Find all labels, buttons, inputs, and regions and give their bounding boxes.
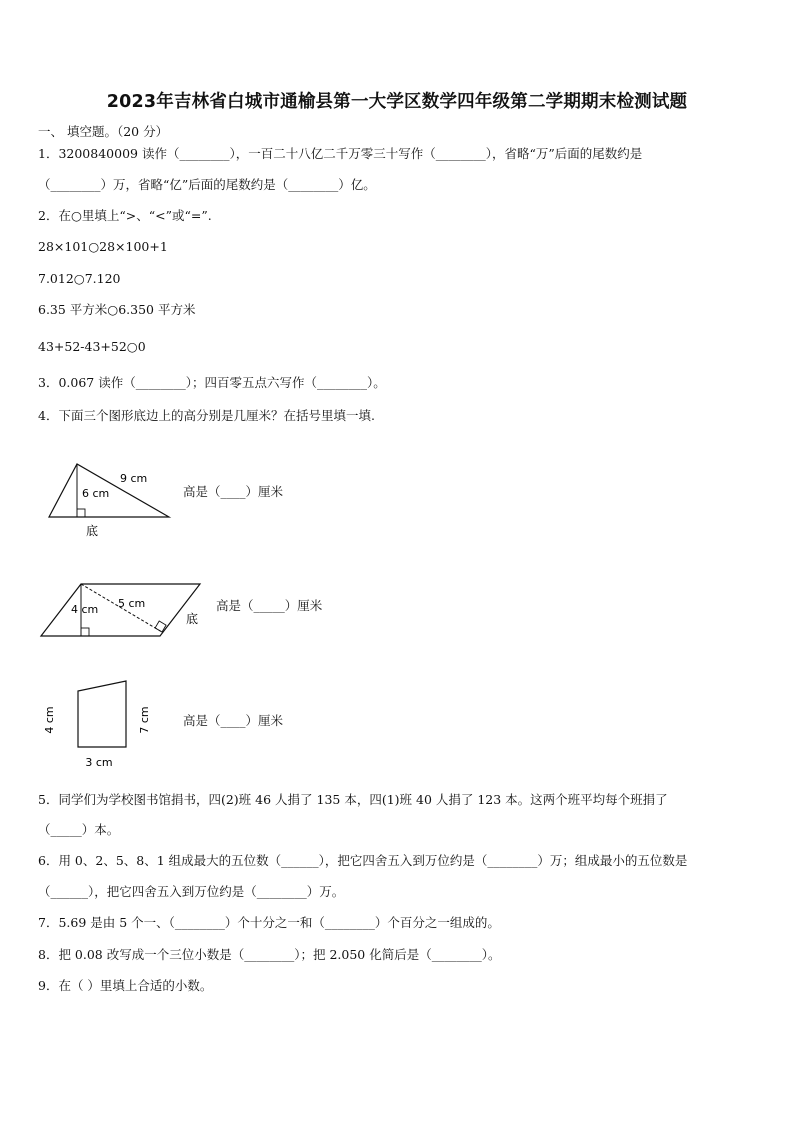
- triangle-base-label: 底: [86, 524, 99, 538]
- right-angle-mark: [81, 628, 89, 636]
- trapezoid-bottom-label: 3 cm: [85, 756, 113, 769]
- question-2-item-3: 6.35 平方米○6.350 平方米: [38, 302, 196, 317]
- question-1-line-1: 1．3200840009 读作（________），一百二十八亿二千万零三十写作（________），省略“万”后面的尾数约是: [38, 146, 643, 161]
- question-5-line-1: 5．同学们为学校图书馆捐书，四(2)班 46 人捐了 135 本，四(1)班 40 人捐了 123 本。这两个班平均每个班捐了: [38, 792, 668, 807]
- parallelogram-answer: 高是（_____）厘米: [216, 598, 323, 613]
- question-7: 7．5.69 是由 5 个一、（________）个十分之一和（________）个百分之一组成的。: [38, 915, 500, 930]
- question-3: 3．0.067 读作（________）；四百零五点六写作（________）。: [38, 375, 386, 390]
- question-9: 9．在（ ）里填上合适的小数。: [38, 978, 213, 993]
- right-angle-mark: [77, 509, 85, 517]
- question-2-stem: 2．在○里填上“>、“<”或“=”.: [38, 208, 212, 223]
- question-6-line-2: （______），把它四舍五入到万位约是（________）万。: [38, 884, 345, 899]
- trapezoid-shape: [78, 681, 126, 747]
- triangle-side-label: 9 cm: [120, 472, 148, 485]
- question-5-line-2: （_____）本。: [38, 822, 120, 837]
- triangle-figure: [40, 455, 180, 545]
- triangle-answer: 高是（____）厘米: [183, 484, 284, 499]
- question-1-line-2: （________）万，省略“亿”后面的尾数约是（________）亿。: [38, 177, 376, 192]
- parallelogram-shape: [41, 584, 200, 636]
- question-2-item-4: 43+52-43+52○0: [38, 339, 146, 354]
- question-8: 8．把 0.08 改写成一个三位小数是（________）；把 2.050 化简后是（________）。: [38, 947, 501, 962]
- trapezoid-answer: 高是（____）厘米: [183, 713, 284, 728]
- triangle-height-label: 6 cm: [82, 487, 110, 500]
- parallelogram-base-label: 底: [186, 612, 199, 626]
- parallelogram-height-label: 4 cm: [71, 603, 99, 616]
- question-2-item-2: 7.012○7.120: [38, 271, 121, 286]
- trapezoid-figure: [40, 676, 160, 774]
- trapezoid-left-label: 4 cm: [43, 706, 56, 734]
- question-6-line-1: 6．用 0、2、5、8、1 组成最大的五位数（______），把它四舍五入到万位约是（________）万；组成最小的五位数是: [38, 853, 688, 868]
- trapezoid-right-label: 7 cm: [138, 706, 151, 734]
- parallelogram-figure: [38, 580, 208, 645]
- question-4-stem: 4．下面三个图形底边上的高分别是几厘米？在括号里填一填.: [38, 408, 375, 423]
- parallelogram-side-label: 5 cm: [118, 597, 146, 610]
- question-2-item-1: 28×101○28×100+1: [38, 239, 168, 254]
- page-title: 2023年吉林省白城市通榆县第一大学区数学四年级第二学期期末检测试题: [106, 92, 688, 112]
- section-heading: 一、 填空题。（20 分）: [38, 124, 169, 139]
